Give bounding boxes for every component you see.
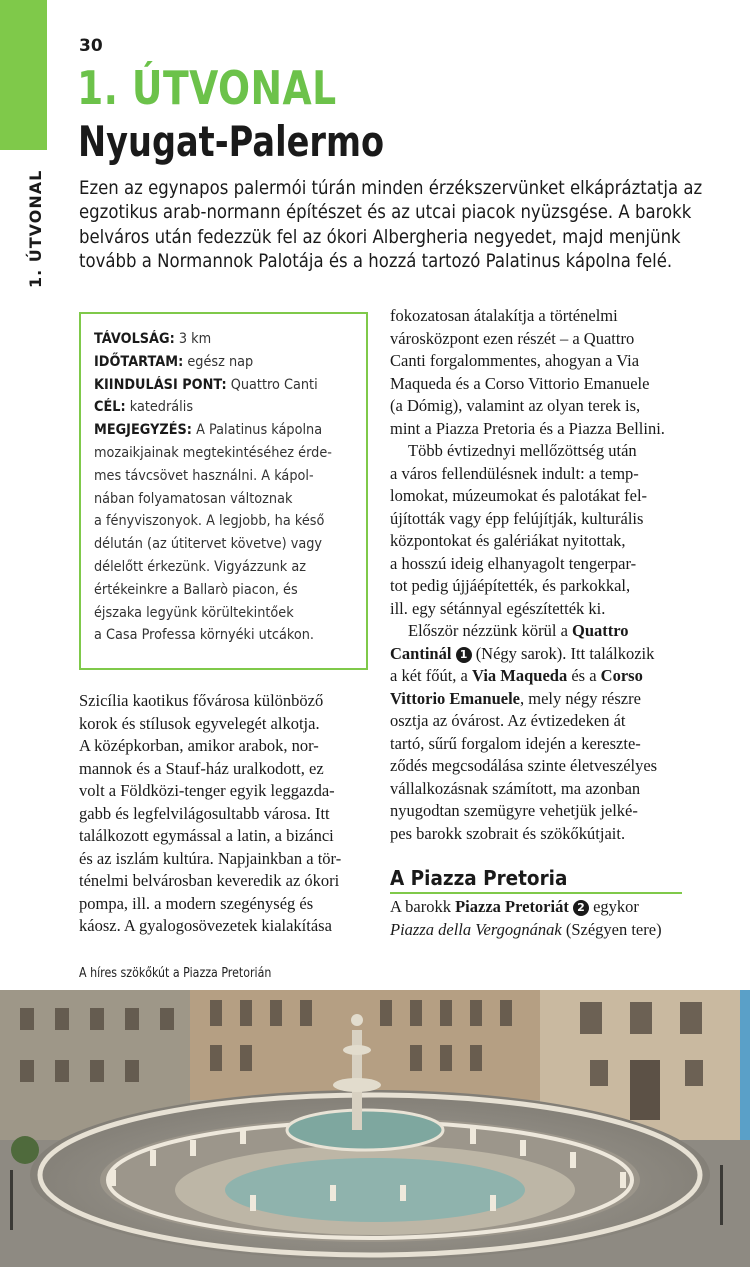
text-line: ződés megcsodálása szinte életveszélyes [390,756,658,775]
text-line: vállalkozásnak számított, ma azonban [390,778,641,798]
text-line: találkozott egymással a latin, a bizánci [79,826,334,845]
info-note-line: nában folyamatosan változnak [94,490,293,507]
section-heading: A Piazza Pretoria [390,866,682,894]
page-number: 30 [79,36,103,56]
info-note-line: értékeinkre a Ballarò piacon, és [94,581,298,598]
text-line: A barokk Piazza Pretoriát 2 egykor [390,897,639,916]
side-chapter-label: 1. ÚTVONAL [26,169,45,288]
fountain-photo [0,990,750,1267]
info-note-line: a fényviszonyok. A legjobb, ha késő [94,513,325,530]
text-line: városközpont ezen részét – a Quattro [390,328,635,348]
text-line: Szicília kaotikus fővárosa különböző [79,691,324,710]
text-line: káosz. A gyalogosövezetek kialakítása [79,916,332,935]
chapter-color-tab [0,0,47,150]
route-stop-marker: 1 [456,647,472,663]
photo-caption: A híres szökőkút a Piazza Pretorián [79,966,272,981]
text-line: a két főút, a Via Maqueda és a Corso [390,666,643,685]
text-line: Canti forgalommentes, ahogyan a Via [390,351,640,370]
text-line: Több évtizednyi mellőzöttség után [408,441,637,460]
info-distance: TÁVOLSÁG: 3 km [94,331,212,347]
route-subtitle: Nyugat-Palermo [78,117,385,166]
text-line: volt a Földközi-tenger egyik leggazda- [79,781,335,800]
info-note-line: délután (az útitervet követve) vagy [94,536,323,553]
text-line: korok és stílusok egyvelegét alkotja. [79,713,320,733]
intro-paragraph [79,176,719,273]
info-note-line: délelőtt érkezünk. Vigyázzunk az [94,558,306,575]
text-line: központokat és galériákat nyitottak, [390,531,626,550]
text-line: pes barokk szobrait és szökőkútjait. [390,823,626,843]
info-note: MEGJEGYZÉS: A Palatinus kápolna [94,422,323,439]
fountain-photo-illustration [0,990,750,1267]
text-line: tot pedig újjáépítették, és parkokkal, [390,576,631,595]
route-stop-marker: 2 [573,900,589,916]
text-line: mint a Piazza Pretoria és a Piazza Bellini. [390,418,665,438]
body-text-left-column [79,690,369,938]
text-line: ill. egy sétánnyal egészítették ki. [390,598,606,618]
info-note-line: mozaikjainak megtekintéséhez érde- [94,444,332,461]
route-info-box [79,312,368,670]
intro-line: tovább a Normannok Palotája és a hozzá tartozó Palatinus kápolna felé. [79,249,673,272]
text-line: Vittorio Emanuele, mely négy részre [390,688,641,708]
info-duration: IDŐTARTAM: egész nap [94,353,254,370]
text-line: Cantinál 1 (Négy sarok). Itt találkozik [390,643,655,663]
text-line: mannok és a Stauf-ház uralkodott, ez [79,758,324,778]
text-line: A középkorban, amikor arabok, nor- [79,736,319,755]
text-line: a város fellendülésnek indult: a temp- [390,463,639,483]
info-goal: CÉL: katedrális [94,399,194,416]
text-line: lomokat, múzeumokat és palotákat fel- [390,486,648,505]
text-line: Piazza della Vergognának (Szégyen tere) [390,919,662,939]
text-line: ténelmi belvárosban keveredik az ókori [79,871,340,890]
info-start: KIINDULÁSI PONT: Quattro Canti [94,376,318,393]
text-line: újították vagy épp felújítják, kulturális [390,508,644,528]
route-title: 1. ÚTVONAL [77,61,337,115]
info-note-line: a Casa Professa környéki utcákon. [94,627,314,644]
text-line: nyugodtan szemügyre vehetjük jelké- [390,801,638,820]
intro-line: Ezen az egynapos palermói túrán minden érzékszervünket elkápráztatja az [79,177,703,199]
intro-line: egzotikus arab-normann építészet és az utcai piacok nyüzsgése. A barokk [79,201,692,224]
text-line: tartó, sűrű forgalom idején a kereszte- [390,733,641,753]
text-line: pompa, ill. a modern szegénység és [79,893,314,913]
text-line: és az iszlám kultúra. Napjainkban a tör- [79,848,342,868]
text-line: fokozatosan átalakítja a történelmi [390,306,618,325]
info-note-line: mes távcsövet használni. A kápol- [94,467,314,484]
text-line: Maqueda és a Corso Vittorio Emanuele [390,373,650,393]
section-text [390,896,690,941]
text-line: a hosszú ideig elhanyagolt tengerpar- [390,553,637,573]
info-note-line: éjszaka legyünk körültekintőek [94,604,294,621]
text-line: gabb és legfelvilágosultabb városa. Itt [79,803,330,823]
text-line: (a Dómig), valamint az olyan terek is, [390,396,641,415]
intro-line: belváros után fedezzük fel az ókori Albergheria negyedet, majd menjünk [79,225,681,248]
text-line: Először nézzünk körül a Quattro [408,621,629,640]
text-line: osztja az óvárost. Az évtizedeken át [390,711,626,730]
body-text-right-column [390,305,690,845]
